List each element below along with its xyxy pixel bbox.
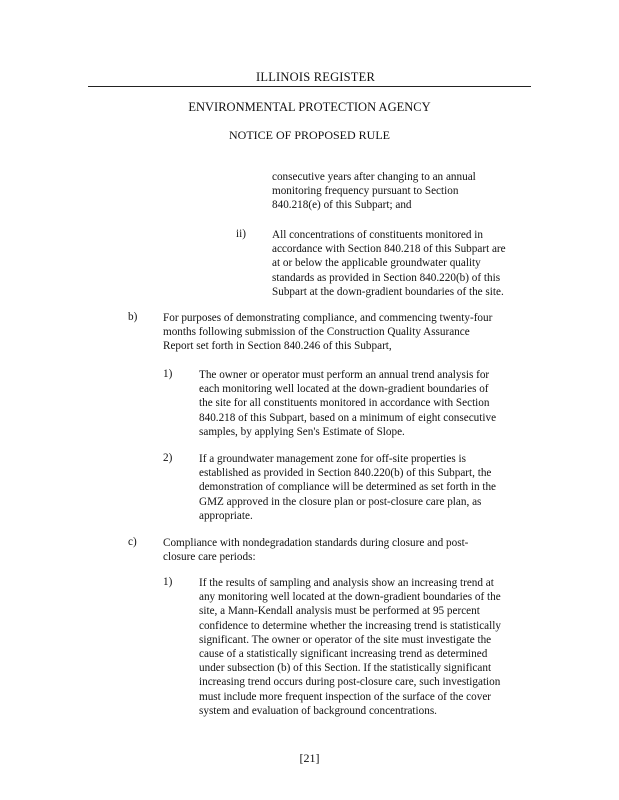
text-line: The owner or operator must perform an annual trend analysis for bbox=[199, 369, 490, 381]
item-ii-paragraph bbox=[272, 228, 506, 299]
text-line: If the results of sampling and analysis show an increasing trend at bbox=[199, 577, 494, 589]
text-line: 840.218 of this Subpart, based on a minimum of eight consecutive bbox=[199, 411, 497, 424]
text-line: cause of a statistically significant increasing trend as determined bbox=[199, 648, 488, 661]
text-line: monitoring frequency pursuant to Section bbox=[272, 185, 459, 198]
text-line: each monitoring well located at the down-gradient boundaries of bbox=[199, 383, 489, 396]
text-line: closure care periods: bbox=[163, 551, 256, 564]
text-line: standards as provided in Section 840.220(b) of this bbox=[272, 271, 501, 284]
section-b-label: b) bbox=[128, 311, 138, 323]
text-line: must include more frequent inspection of the surface of the cover bbox=[199, 690, 492, 703]
section-c-item-1-label: 1) bbox=[163, 576, 173, 588]
agency-name: ENVIRONMENTAL PROTECTION AGENCY bbox=[188, 100, 431, 114]
text-line: significant. The owner or operator of the site must investigate the bbox=[199, 633, 492, 646]
text-line: system and evaluation of background concentrations. bbox=[199, 704, 437, 717]
text-line: at or below the applicable groundwater quality bbox=[272, 257, 481, 270]
section-c-paragraph bbox=[163, 536, 468, 564]
text-line: For purposes of demonstrating compliance, and commencing twenty-four bbox=[163, 312, 493, 324]
text-line: confidence to determine whether the increasing trend is statistically bbox=[199, 619, 501, 632]
text-line: GMZ approved in the closure plan or post-closure care plan, as bbox=[199, 495, 482, 508]
text-line: Subpart at the down-gradient boundaries of the site. bbox=[272, 285, 504, 298]
text-line: months following submission of the Construction Quality Assurance bbox=[163, 326, 470, 339]
page-number: [21] bbox=[299, 751, 320, 765]
text-line: If a groundwater management zone for off-site properties is bbox=[199, 453, 466, 465]
item-ii-label: ii) bbox=[236, 228, 246, 240]
text-line: site, a Mann-Kendall analysis must be performed at 95 percent bbox=[199, 605, 480, 618]
notice-title: NOTICE OF PROPOSED RULE bbox=[228, 128, 390, 142]
header-rule-left bbox=[88, 86, 368, 87]
section-b-paragraph bbox=[163, 311, 492, 354]
section-b-item-1-paragraph bbox=[199, 368, 496, 439]
text-line: appropriate. bbox=[199, 509, 253, 522]
text-line: any monitoring well located at the down-gradient boundaries of the bbox=[199, 591, 501, 604]
section-b-item-1-label: 1) bbox=[163, 368, 173, 380]
register-title: ILLINOIS REGISTER bbox=[256, 70, 376, 84]
section-b-item-2-paragraph bbox=[199, 452, 496, 523]
text-line: samples, by applying Sen's Estimate of Slope. bbox=[199, 425, 405, 438]
text-line: under subsection (b) of this Section. If the statistically significant bbox=[199, 662, 492, 675]
text-line: demonstration of compliance will be determined as set forth in the bbox=[199, 481, 497, 494]
section-b-item-2-label: 2) bbox=[163, 452, 173, 464]
text-line: Compliance with nondegradation standards during closure and post- bbox=[163, 537, 469, 549]
text-line: accordance with Section 840.218 of this Subpart are bbox=[272, 243, 506, 256]
text-line: All concentrations of constituents monitored in bbox=[272, 229, 483, 241]
text-line: 840.218(e) of this Subpart; and bbox=[272, 199, 412, 212]
text-line: Report set forth in Section 840.246 of this Subpart, bbox=[163, 340, 392, 353]
text-line: the site for all constituents monitored in accordance with Section bbox=[199, 397, 490, 410]
section-c-label: c) bbox=[128, 536, 137, 548]
text-line: consecutive years after changing to an annual bbox=[272, 171, 476, 183]
continuation-paragraph bbox=[272, 170, 476, 213]
section-c-item-1-paragraph bbox=[199, 576, 501, 718]
text-line: established as provided in Section 840.220(b) of this Subpart, the bbox=[199, 467, 492, 480]
header-rule-right bbox=[368, 86, 531, 87]
text-line: increasing trend occurs during post-closure care, such investigation bbox=[199, 676, 501, 689]
